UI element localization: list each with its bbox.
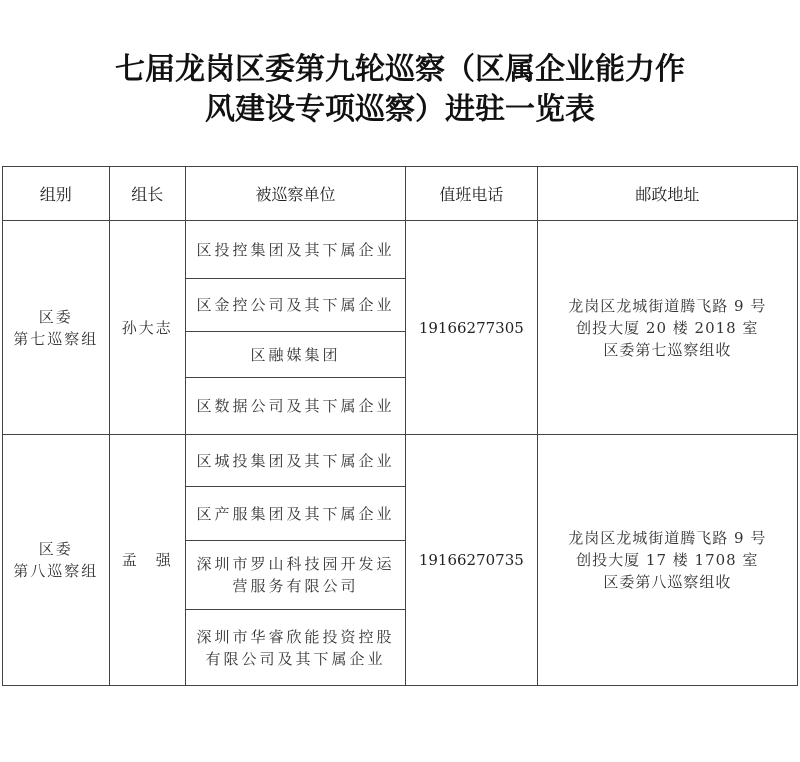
leader-cell: 孙大志	[109, 221, 185, 435]
unit-cell	[185, 541, 405, 610]
header-duty-phone: 值班电话	[406, 167, 538, 221]
address-line-1: 龙岗区龙城街道腾飞路 9 号	[568, 296, 767, 315]
unit-line-2: 营服务有限公司	[232, 577, 359, 595]
unit-line-1: 深圳市华睿欣能投资控股	[196, 627, 395, 646]
group-name-line-2: 第八巡察组	[13, 562, 99, 580]
unit-cell: 区产服集团及其下属企业	[185, 487, 405, 541]
title-line-2: 风建设专项巡察）进驻一览表	[205, 92, 595, 127]
unit-line-1: 深圳市罗山科技园开发运	[196, 555, 395, 573]
unit-cell	[185, 610, 405, 686]
group-name-line-1: 区委	[38, 307, 73, 326]
stationing-table	[2, 166, 798, 686]
title-line-1: 七届龙岗区委第九轮巡察（区属企业能力作	[115, 52, 685, 87]
group-name-line-2: 第七巡察组	[13, 329, 99, 348]
table-row	[3, 435, 798, 487]
unit-cell: 区融媒集团	[185, 332, 405, 378]
unit-cell: 区城投集团及其下属企业	[185, 435, 405, 487]
header-inspected-unit: 被巡察单位	[185, 167, 405, 221]
header-postal-address: 邮政地址	[537, 167, 797, 221]
table-header-row	[3, 167, 798, 221]
document-title	[0, 50, 800, 130]
leader-cell: 孟 强	[109, 435, 185, 686]
unit-cell: 区金控公司及其下属企业	[185, 279, 405, 332]
phone-cell: 19166277305	[406, 221, 538, 435]
header-group: 组别	[3, 167, 110, 221]
group-name-line-1: 区委	[38, 540, 73, 558]
header-leader: 组长	[109, 167, 185, 221]
address-line-2: 创投大厦 20 楼 2018 室	[576, 318, 759, 337]
table-row	[3, 221, 798, 279]
address-line-2: 创投大厦 17 楼 1708 室	[576, 551, 759, 569]
group-name-cell	[3, 435, 110, 686]
address-line-3: 区委第八巡察组收	[603, 573, 732, 591]
address-line-3: 区委第七巡察组收	[603, 340, 732, 359]
unit-cell: 区数据公司及其下属企业	[185, 378, 405, 435]
unit-line-2: 有限公司及其下属企业	[205, 649, 386, 668]
group-name-cell	[3, 221, 110, 435]
phone-cell: 19166270735	[406, 435, 538, 686]
address-line-1: 龙岗区龙城街道腾飞路 9 号	[568, 529, 767, 547]
address-cell	[537, 221, 797, 435]
address-cell	[537, 435, 797, 686]
unit-cell: 区投控集团及其下属企业	[185, 221, 405, 279]
